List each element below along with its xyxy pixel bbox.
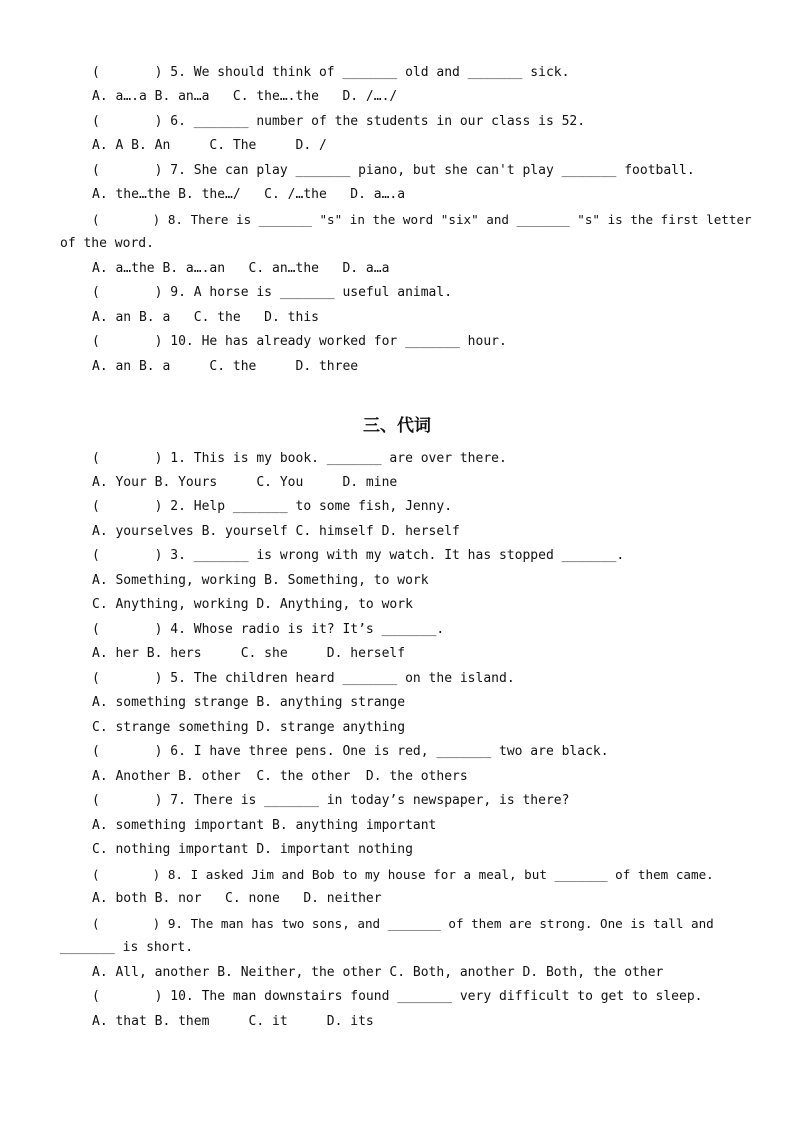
pronoun-options-3b: C. Anything, working D. Anything, to work <box>92 597 413 612</box>
pronoun-options-3a: A. Something, working B. Something, to work <box>92 573 429 588</box>
pronoun-options-2: A. yourselves B. yourself C. himself D. herself <box>92 524 460 539</box>
options-8: A. a…the B. a….an C. an…the D. a…a <box>92 261 390 276</box>
pronoun-options-7a: A. something important B. anything important <box>92 818 437 833</box>
pronoun-question-3: ( ) 3. _______ is wrong with my watch. It has stopped _______. <box>92 548 625 563</box>
options-10: A. an B. a C. the D. three <box>92 359 359 374</box>
pronoun-options-8: A. both B. nor C. none D. neither <box>92 891 382 906</box>
question-8-continued: of the word. <box>60 236 154 251</box>
question-7: ( ) 7. She can play _______ piano, but she can't play _______ football. <box>92 163 695 178</box>
pronoun-question-9-continued: _______ is short. <box>60 940 194 955</box>
pronoun-options-1: A. Your B. Yours C. You D. mine <box>92 475 398 490</box>
pronoun-question-4: ( ) 4. Whose radio is it? It’s _______. <box>92 622 445 637</box>
pronoun-question-6: ( ) 6. I have three pens. One is red, _______ two are black. <box>92 744 609 759</box>
question-10: ( ) 10. He has already worked for _______ hour. <box>92 334 507 349</box>
options-7: A. the…the B. the…/ C. /…the D. a….a <box>92 187 406 202</box>
options-9: A. an B. a C. the D. this <box>92 310 319 325</box>
pronoun-question-10: ( ) 10. The man downstairs found _______ very difficult to get to sleep. <box>92 989 703 1004</box>
pronoun-options-5b: C. strange something D. strange anything <box>92 720 406 735</box>
pronoun-question-9: ( ) 9. The man has two sons, and _______ of them are strong. One is tall and <box>92 916 714 931</box>
pronoun-options-7b: C. nothing important D. important nothing <box>92 842 413 857</box>
pronoun-question-5: ( ) 5. The children heard _______ on the island. <box>92 671 515 686</box>
pronoun-options-9: A. All, another B. Neither, the other C. Both, another D. Both, the other <box>92 965 664 980</box>
options-5: A. a….a B. an…a C. the….the D. /…./ <box>92 89 398 104</box>
pronoun-question-8: ( ) 8. I asked Jim and Bob to my house for a meal, but _______ of them came. <box>92 867 714 882</box>
question-5: ( ) 5. We should think of _______ old and _______ sick. <box>92 65 570 80</box>
pronoun-options-5a: A. something strange B. anything strange <box>92 695 406 710</box>
question-8: ( ) 8. There is _______ "s" in the word "six" and _______ "s" is the first letter <box>92 212 752 227</box>
pronoun-options-4: A. her B. hers C. she D. herself <box>92 646 406 661</box>
pronoun-question-1: ( ) 1. This is my book. _______ are over there. <box>92 451 507 466</box>
pronoun-options-10: A. that B. them C. it D. its <box>92 1014 374 1029</box>
section-heading-pronouns: 三、代词 <box>363 416 431 436</box>
question-6: ( ) 6. _______ number of the students in our class is 52. <box>92 114 586 129</box>
pronoun-question-7: ( ) 7. There is _______ in today’s newspaper, is there? <box>92 793 570 808</box>
pronoun-question-2: ( ) 2. Help _______ to some fish, Jenny. <box>92 499 453 514</box>
pronoun-options-6: A. Another B. other C. the other D. the others <box>92 769 468 784</box>
question-9: ( ) 9. A horse is _______ useful animal. <box>92 285 453 300</box>
options-6: A. A B. An C. The D. / <box>92 138 327 153</box>
